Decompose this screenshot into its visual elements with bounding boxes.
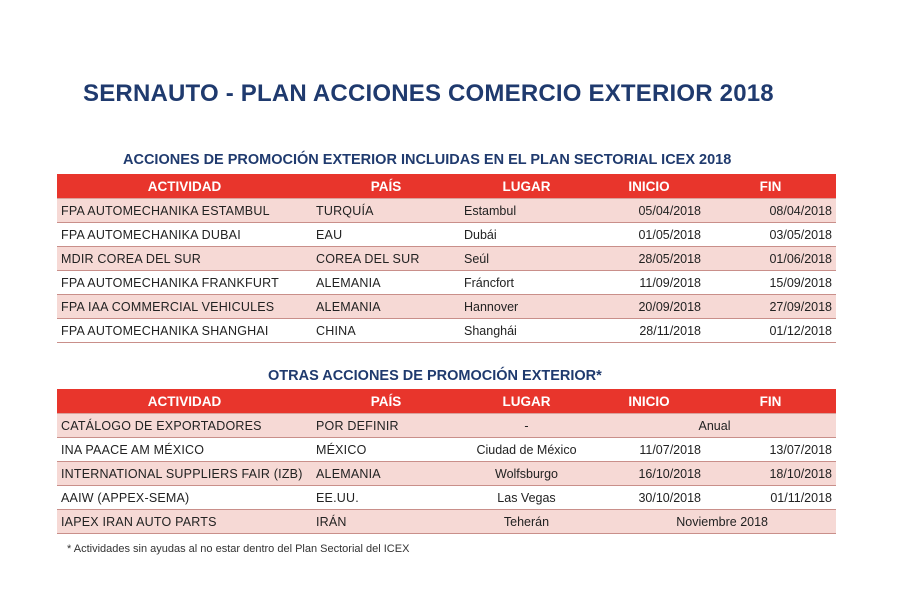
- cell-fin: 03/05/2018: [705, 223, 836, 247]
- cell-lugar: Ciudad de México: [460, 438, 593, 462]
- cell-lugar: Hannover: [460, 295, 593, 319]
- cell-pais: ALEMANIA: [312, 295, 460, 319]
- cell-lugar: -: [460, 414, 593, 438]
- table-row: [57, 510, 836, 534]
- header-lugar: LUGAR: [460, 174, 593, 199]
- cell-inicio: 28/05/2018: [593, 247, 705, 271]
- page-title: SERNAUTO - PLAN ACCIONES COMERCIO EXTERIOR 2018: [83, 80, 774, 107]
- header-inicio: INICIO: [593, 174, 705, 199]
- cell-actividad: MDIR COREA DEL SUR: [57, 247, 312, 271]
- cell-actividad: FPA AUTOMECHANIKA ESTAMBUL: [57, 199, 312, 223]
- cell-fin: 15/09/2018: [705, 271, 836, 295]
- cell-inicio: 11/09/2018: [593, 271, 705, 295]
- cell-pais: POR DEFINIR: [312, 414, 460, 438]
- cell-actividad: IAPEX IRAN AUTO PARTS: [57, 510, 312, 534]
- table-row: [57, 438, 836, 462]
- cell-lugar: Teherán: [460, 510, 593, 534]
- cell-fin: 18/10/2018: [705, 462, 836, 486]
- cell-actividad: INTERNATIONAL SUPPLIERS FAIR (IZB): [57, 462, 312, 486]
- table-header-row: [57, 389, 836, 414]
- cell-pais: EE.UU.: [312, 486, 460, 510]
- cell-fin: 01/11/2018: [705, 486, 836, 510]
- table-row: [57, 271, 836, 295]
- cell-fin: 08/04/2018: [705, 199, 836, 223]
- cell-fin: 13/07/2018: [705, 438, 836, 462]
- cell-pais: TURQUÍA: [312, 199, 460, 223]
- header-lugar: LUGAR: [460, 389, 593, 414]
- cell-pais: COREA DEL SUR: [312, 247, 460, 271]
- cell-actividad: FPA AUTOMECHANIKA SHANGHAI: [57, 319, 312, 343]
- cell-pais: ALEMANIA: [312, 462, 460, 486]
- footnote: * Actividades sin ayudas al no estar dentro del Plan Sectorial del ICEX: [67, 543, 410, 555]
- table-row: [57, 414, 836, 438]
- cell-inicio: 20/09/2018: [593, 295, 705, 319]
- cell-pais: ALEMANIA: [312, 271, 460, 295]
- cell-inicio: 01/05/2018: [593, 223, 705, 247]
- table-row: [57, 247, 836, 271]
- cell-inicio: 16/10/2018: [593, 462, 705, 486]
- cell-actividad: FPA AUTOMECHANIKA DUBAI: [57, 223, 312, 247]
- cell-fecha: Anual: [593, 414, 836, 438]
- icex-actions-table: [57, 174, 836, 343]
- section-title-icex: ACCIONES DE PROMOCIÓN EXTERIOR INCLUIDAS EN EL PLAN SECTORIAL ICEX 2018: [123, 152, 732, 168]
- header-actividad: ACTIVIDAD: [57, 174, 312, 199]
- table-row: [57, 199, 836, 223]
- table-header-row: [57, 174, 836, 199]
- cell-fecha: Noviembre 2018: [593, 510, 836, 534]
- cell-fin: 01/06/2018: [705, 247, 836, 271]
- cell-fin: 01/12/2018: [705, 319, 836, 343]
- table-row: [57, 486, 836, 510]
- cell-lugar: Seúl: [460, 247, 593, 271]
- cell-inicio: 11/07/2018: [593, 438, 705, 462]
- cell-lugar: Las Vegas: [460, 486, 593, 510]
- cell-actividad: CATÁLOGO DE EXPORTADORES: [57, 414, 312, 438]
- cell-fin: 27/09/2018: [705, 295, 836, 319]
- header-fin: FIN: [705, 389, 836, 414]
- cell-inicio: 28/11/2018: [593, 319, 705, 343]
- cell-actividad: INA PAACE AM MÉXICO: [57, 438, 312, 462]
- header-fin: FIN: [705, 174, 836, 199]
- table-row: [57, 223, 836, 247]
- cell-actividad: FPA IAA COMMERCIAL VEHICULES: [57, 295, 312, 319]
- table-row: [57, 295, 836, 319]
- header-inicio: INICIO: [593, 389, 705, 414]
- cell-inicio: 05/04/2018: [593, 199, 705, 223]
- cell-pais: CHINA: [312, 319, 460, 343]
- table-row: [57, 462, 836, 486]
- header-pais: PAÍS: [312, 389, 460, 414]
- header-pais: PAÍS: [312, 174, 460, 199]
- section-title-otras: OTRAS ACCIONES DE PROMOCIÓN EXTERIOR*: [268, 368, 602, 384]
- cell-lugar: Estambul: [460, 199, 593, 223]
- cell-pais: IRÁN: [312, 510, 460, 534]
- cell-lugar: Shanghái: [460, 319, 593, 343]
- header-actividad: ACTIVIDAD: [57, 389, 312, 414]
- cell-lugar: Fráncfort: [460, 271, 593, 295]
- cell-pais: EAU: [312, 223, 460, 247]
- cell-inicio: 30/10/2018: [593, 486, 705, 510]
- table-row: [57, 319, 836, 343]
- cell-lugar: Dubái: [460, 223, 593, 247]
- other-actions-table: [57, 389, 836, 534]
- cell-pais: MÉXICO: [312, 438, 460, 462]
- cell-actividad: FPA AUTOMECHANIKA FRANKFURT: [57, 271, 312, 295]
- cell-actividad: AAIW (APPEX-SEMA): [57, 486, 312, 510]
- cell-lugar: Wolfsburgo: [460, 462, 593, 486]
